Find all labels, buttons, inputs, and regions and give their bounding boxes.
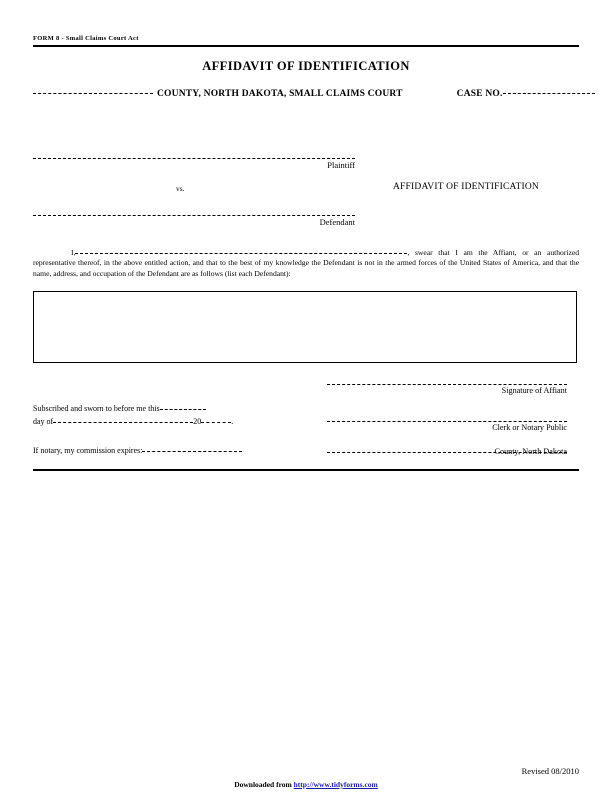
commission-expiry-line: [33, 446, 313, 455]
footer-divider-rule: [33, 469, 579, 471]
case-number-label: CASE NO.: [456, 89, 503, 99]
download-prefix-text: Downloaded from: [234, 780, 294, 789]
subscribed-day-field[interactable]: [160, 409, 206, 410]
month-field[interactable]: [53, 422, 193, 423]
plaintiff-label: Plaintiff: [327, 160, 355, 170]
affiant-signature-rule[interactable]: [327, 384, 567, 385]
form-header-label: FORM 8 - Small Claims Court Act: [33, 35, 139, 42]
affiant-name-field[interactable]: [75, 253, 407, 254]
caption-document-type: AFFIDAVIT OF IDENTIFICATION: [393, 182, 539, 192]
notary-subscribed-block: [33, 403, 303, 428]
body-text-part-2: representative thereof, in the above entitled action, and that to the best of my knowledge the Defendant is not in the armed forces of the United States of America, and that the name, address, and occupation of the Defendant are as follows (list each Defendant):: [33, 258, 579, 278]
defendant-label: Defendant: [319, 217, 355, 227]
body-text-part-1: , swear that I am the Affiant, or an authorized: [407, 248, 579, 257]
day-of-text: day of: [33, 416, 54, 426]
year-prefix: 20: [193, 416, 202, 426]
clerk-signature-label: Clerk or Notary Public: [492, 423, 567, 432]
court-name-label: COUNTY, NORTH DAKOTA, SMALL CLAIMS COURT: [157, 89, 403, 99]
subscribed-text: Subscribed and sworn to before me this: [33, 404, 160, 413]
county-state-label: County, North Dakota: [494, 447, 567, 456]
defendant-details-textarea[interactable]: [33, 291, 577, 363]
download-attribution: [0, 780, 612, 789]
download-url-link[interactable]: http://www.tidyforms.com: [293, 780, 378, 789]
defendant-name-rule: [33, 215, 355, 216]
commission-text: If notary, my commission expires:: [33, 446, 143, 455]
revised-date-label: Revised 08/2010: [521, 766, 579, 776]
year-field[interactable]: [201, 422, 231, 423]
clerk-signature-rule[interactable]: [327, 421, 567, 422]
body-lead-in: I,: [71, 248, 76, 257]
header-divider-rule: [33, 45, 579, 47]
affiant-signature-label: Signature of Affiant: [501, 386, 567, 395]
affidavit-body-paragraph: [33, 248, 579, 279]
case-number-field[interactable]: [503, 93, 595, 94]
county-blank-field[interactable]: [33, 93, 153, 94]
versus-label: vs.: [176, 184, 185, 193]
document-title: AFFIDAVIT OF IDENTIFICATION: [202, 59, 410, 73]
plaintiff-name-rule: [33, 158, 355, 159]
court-case-line: [33, 89, 579, 103]
commission-expiry-field[interactable]: [142, 451, 242, 452]
period-mark: .: [231, 416, 234, 426]
